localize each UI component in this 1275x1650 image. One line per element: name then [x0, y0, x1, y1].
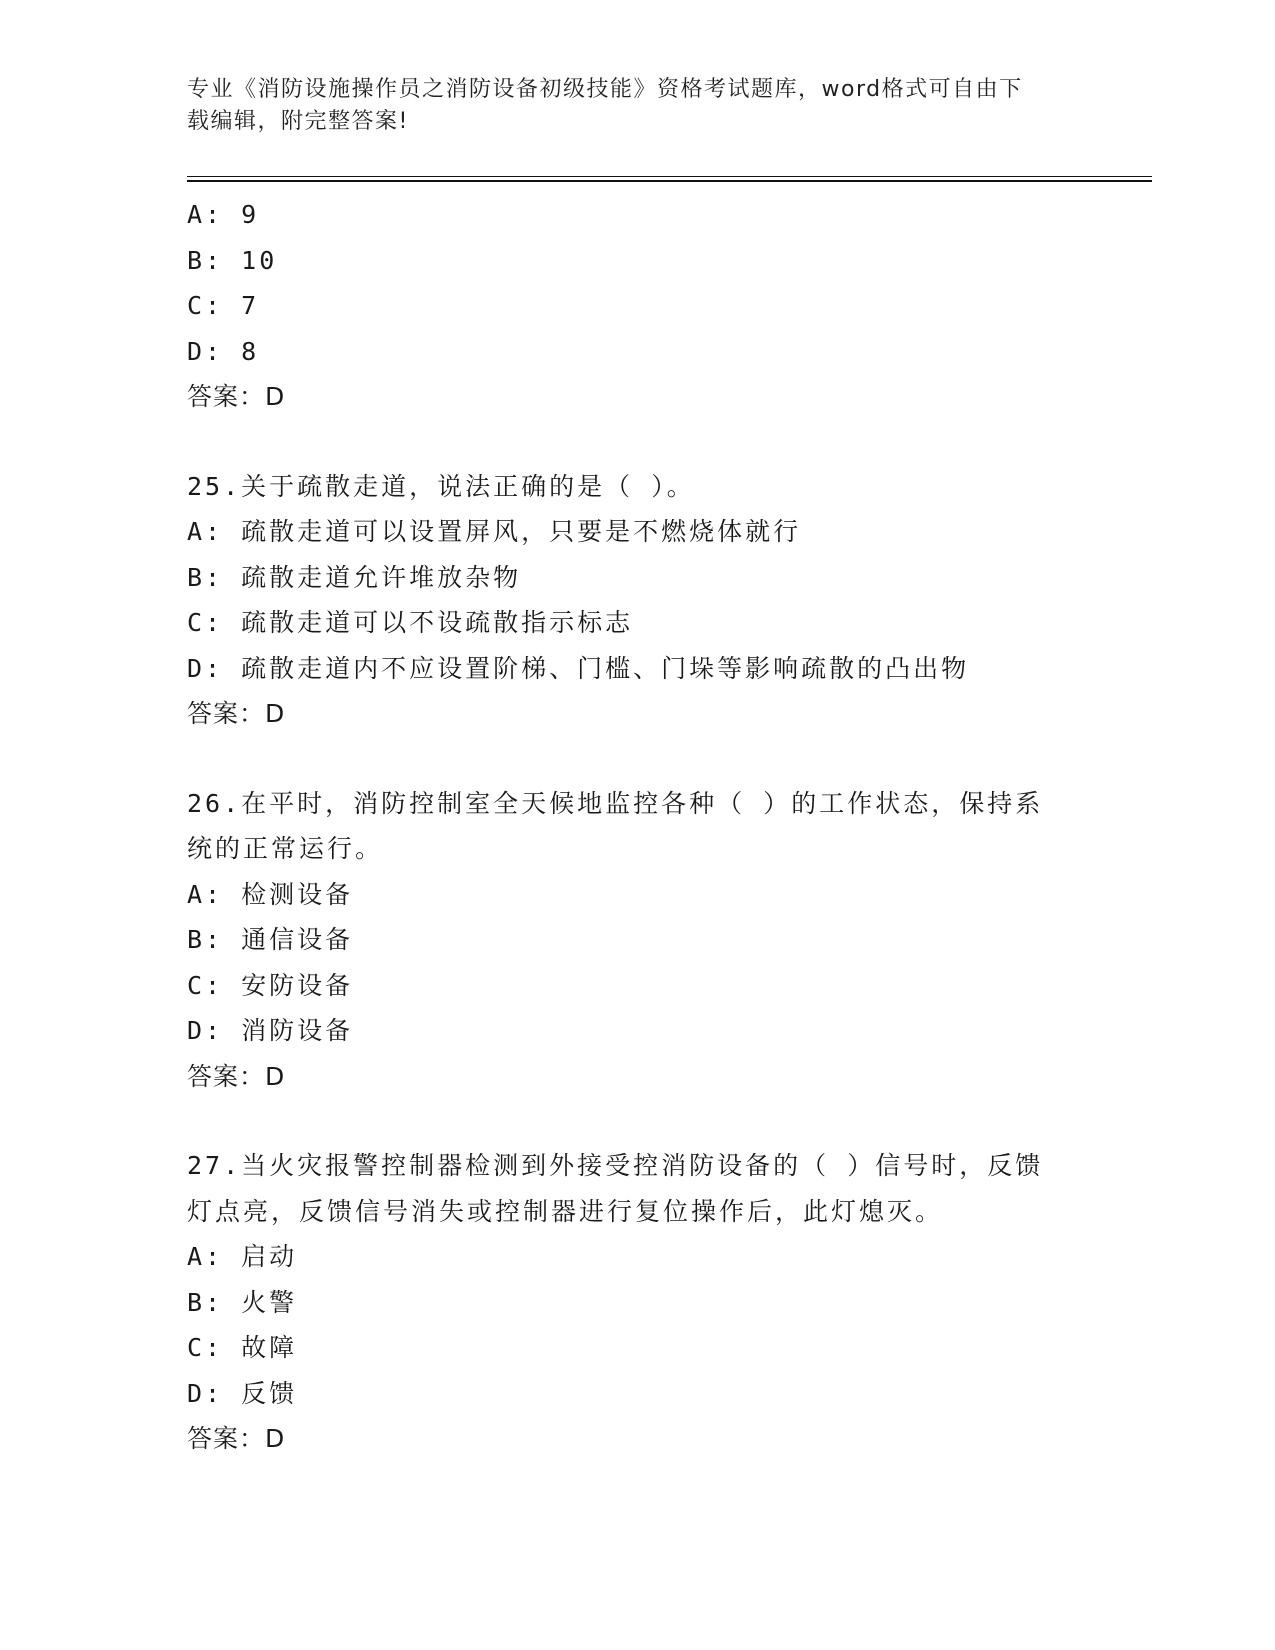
header-line-2: 载编辑，附完整答案!	[187, 109, 409, 134]
option-a: A: 9	[187, 200, 260, 229]
document-header	[187, 74, 1067, 138]
question-text-line-1: 27.当火灾报警控制器检测到外接受控消防设备的（ ）信号时，反馈	[187, 1151, 1044, 1180]
option-a: A: 检测设备	[187, 879, 354, 909]
answer: 答案：D	[187, 1424, 286, 1453]
question-text-line-1: 26.在平时，消防控制室全天候地监控各种（ ）的工作状态，保持系	[187, 788, 1044, 818]
question-25	[187, 464, 1067, 737]
option-b: B: 疏散走道允许堆放杂物	[187, 562, 522, 592]
option-c: C: 故障	[187, 1333, 298, 1362]
option-d: D: 8	[187, 336, 260, 366]
option-d: D: 消防设备	[187, 1016, 354, 1045]
header-divider-thick	[187, 180, 1152, 182]
question-26	[187, 781, 1067, 1100]
question-text-line-2: 统的正常运行。	[187, 834, 384, 863]
header-divider-thin	[187, 176, 1152, 177]
option-a: A: 启动	[187, 1242, 298, 1271]
option-b: B: 10	[187, 245, 278, 275]
question-list	[187, 192, 1067, 1462]
option-b: B: 通信设备	[187, 925, 354, 954]
header-line-1: 专业《消防设施操作员之消防设备初级技能》资格考试题库，word格式可自由下	[187, 77, 1023, 102]
answer: 答案：D	[187, 699, 286, 728]
option-a: A: 疏散走道可以设置屏风，只要是不燃烧体就行	[187, 517, 802, 546]
question-27	[187, 1143, 1067, 1462]
option-c: C: 安防设备	[187, 970, 354, 1000]
answer: 答案：D	[187, 382, 286, 411]
option-c: C: 疏散走道可以不设疏散指示标志	[187, 608, 634, 637]
option-b: B: 火警	[187, 1287, 298, 1317]
question-24	[187, 192, 1067, 420]
answer: 答案：D	[187, 1061, 286, 1091]
question-text: 25.关于疏散走道，说法正确的是（ ）。	[187, 471, 695, 501]
option-c: C: 7	[187, 291, 260, 320]
option-d: D: 疏散走道内不应设置阶梯、门槛、门垛等影响疏散的凸出物	[187, 653, 970, 683]
option-d: D: 反馈	[187, 1378, 298, 1408]
question-text-line-2: 灯点亮，反馈信号消失或控制器进行复位操作后，此灯熄灭。	[187, 1196, 944, 1226]
